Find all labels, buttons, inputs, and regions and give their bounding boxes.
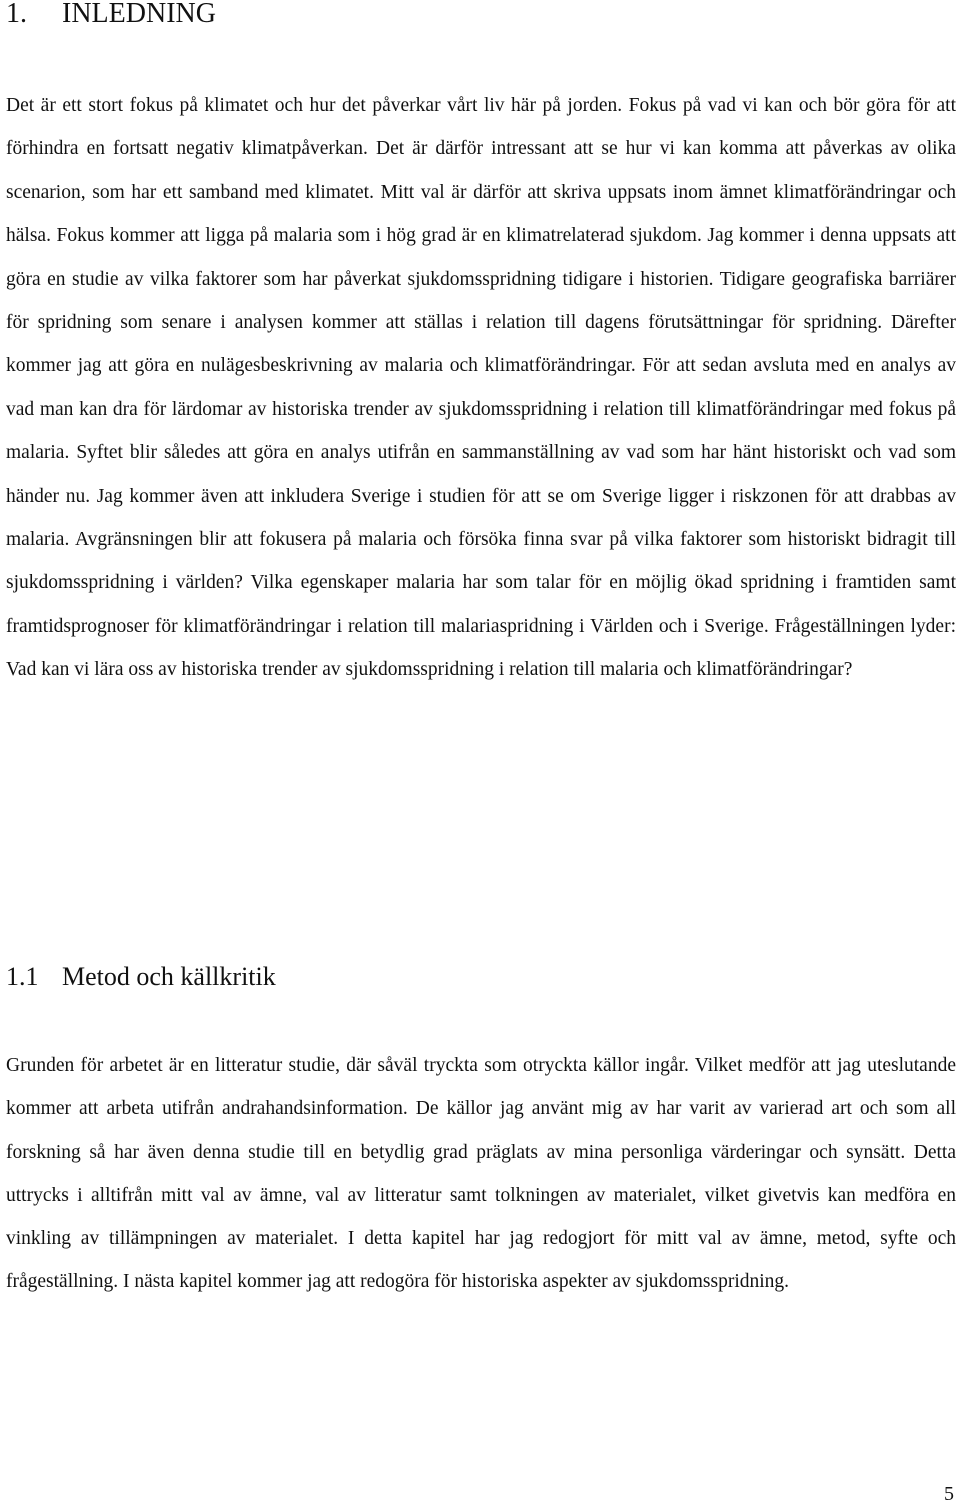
introduction-paragraph: Det är ett stort fokus på klimatet och hur det påverkar vårt liv här på jorden. Fokus på vad vi kan och bör göra för att förhindra en fortsatt negativ klimatpåverkan. Det är därför intressant att se hur vi kan komma att påverkas av olika scenarion, som har ett samband med klimatet. Mitt val är därför att skriva uppsats inom ämnet klimatförändringar och hälsa. Fokus kommer att ligga på malaria som i hög grad är en klimatrelaterad sjukdom. Jag kommer i denna uppsats att göra en studie av vilka faktorer som har påverkat sjukdomsspridning tidigare i historien. Tidigare geografiska barriärer för spridning som senare i analysen kommer att ställas i relation till dagens förutsättningar för spridning. Därefter kommer jag att göra en nulägesbeskrivning av malaria och klimatförändringar. För att sedan avsluta med en analys av vad man kan dra för lärdomar av historiska trender av sjukdomsspridning i relation till klimatförändringar med fokus på malaria. Syftet blir således att göra en analys utifrån en sammanställning av vad som har hänt historiskt och vad som händer nu. Jag kommer även att inkludera Sverige i studien för att se om Sverige ligger i riskzonen för att drabbas av malaria. Avgränsningen blir att fokusera på malaria och försöka finna svar på vilka faktorer som historiskt bidragit till sjukdomsspridning i världen? Vilka egenskaper malaria har som talar för en möjlig ökad spridning i framtiden samt framtidsprognoser för klimatförändringar i relation till malariaspridning i Världen och i Sverige. Frågeställningen lyder: Vad kan vi lära oss av historiska trender av sjukdomsspridning i relation till malaria och klimatförändringar? bbox=[6, 95, 956, 681]
subsection-title: Metod och källkritik bbox=[62, 962, 276, 991]
page-number: 5 bbox=[944, 1483, 954, 1505]
subsection-heading bbox=[6, 960, 276, 994]
section-title: INLEDNING bbox=[62, 0, 216, 29]
subsection-number: 1.1 bbox=[6, 962, 39, 991]
section-heading bbox=[6, 0, 216, 30]
method-paragraph: Grunden för arbetet är en litteratur studie, där såväl tryckta som otryckta källor ingår. Vilket medför att jag uteslutande kommer att arbeta utifrån andrahandsinformation. De källor jag använt mig av har varit av varierad art och som all forskning så har även denna studie till en betydlig grad präglats av mina personliga värderingar och synsätt. Detta uttrycks i alltifrån mitt val av ämne, val av litteratur samt tolkningen av materialet, vilket givetvis kan medföra en vinkling av tillämpningen av materialet. I detta kapitel har jag redogjort för mitt val av ämne, metod, syfte och frågeställning. I nästa kapitel kommer jag att redogöra för historiska aspekter av sjukdomsspridning. bbox=[6, 1055, 956, 1293]
section-number: 1. bbox=[6, 0, 27, 29]
